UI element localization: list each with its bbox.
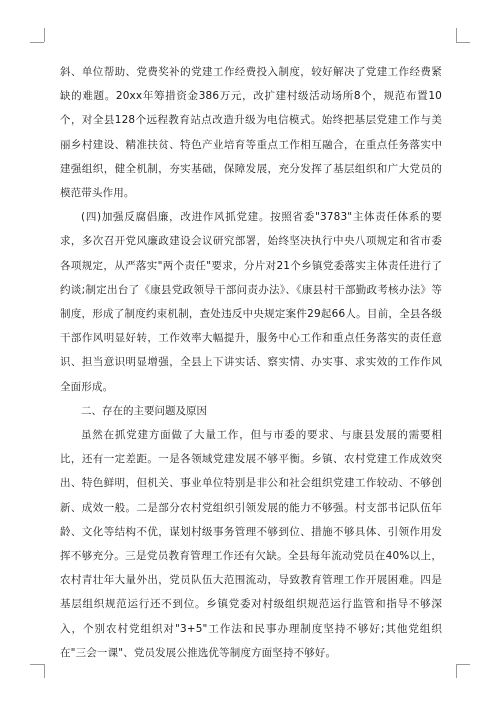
paragraph-problems: 虽然在抓党建方面做了大量工作，但与市委的要求、与康县发展的需要相比，还有一定差距。一是各领域党建发展不够平衡。乡镇、农村党建工作成效突出、特色鲜明，但机关、事业单位特别是非公和社会组织党建工作较动、不够创新、成效一般。二是部分农村党组织引领发展的能力不够强。村支部书记队伍年龄、文化等结构不优，谋划村级事务管理不够到位、措施不够具体、引领作用发挥不够充分。三是党员教育管理工作还有欠缺。全县每年流动党员在40%以上，农村青壮年大量外出，党员队伍大范围流动，导致教育管理工作开展困难。四是基层组织规范运行还不到位。乡镇党委对村级组织规范运行监管和指导不够深入，个别农村党组织对"3+5"工作法和民事办理制度坚持不够好;其他党组织在"三会一课"、党员发展公推选优等制度方面坚持不够好。	[60, 429, 442, 659]
paragraph-continued: 斜、单位帮助、党费奖补的党建工作经费投入制度，较好解决了党建工作经费紧缺的难题。20xx年筹措资金386万元，改扩建村级活动场所8个，规范布置10个，对全县128个远程教育站点改造升级为电信模式。始终把基层党建工作与美丽乡村建设、精准扶贫、特色产业培育等重点工作相互融合，在重点任务落实中建强组织，健全机制，夯实基础，保障发展，充分发挥了基层组织和广大党员的模范带头作用。	[60, 66, 442, 200]
crop-mark-top-left-h	[30, 42, 44, 43]
paragraph-anti-corruption: (四)加强反腐倡廉，改进作风抓党建。按照省委"3783"主体责任体系的要求，多次召开党风廉政建设会议研究部署，始终坚决执行中央八项规定和省市委各项规定，从严落实"两个责任"要求，分片对21个乡镇党委落实主体责任进行了约谈;制定出台了《康县党政领导干部问责办法》、《康县村干部勤政考核办法》等制度，形成了制度约束机制，查处违反中央规定案件29起66人。目前，全县各级干部作风明显好转，工作效率大幅提升，服务中心工作和重点任务落实的责任意识、担当意识明显增强，全县上下讲实话、察实情、办实事、求实效的工作作风全面形成。	[60, 211, 442, 393]
crop-mark-top-left-v	[44, 28, 45, 42]
section-heading-problems: 二、存在的主要问题及原因	[81, 404, 207, 417]
crop-mark-bottom-left-v	[44, 664, 45, 678]
crop-mark-bottom-left-h	[30, 664, 44, 665]
crop-mark-bottom-right-h	[456, 664, 470, 665]
crop-mark-bottom-right-v	[456, 664, 457, 678]
crop-mark-top-right-v	[456, 28, 457, 42]
document-body	[60, 60, 442, 665]
crop-mark-top-right-h	[456, 42, 470, 43]
